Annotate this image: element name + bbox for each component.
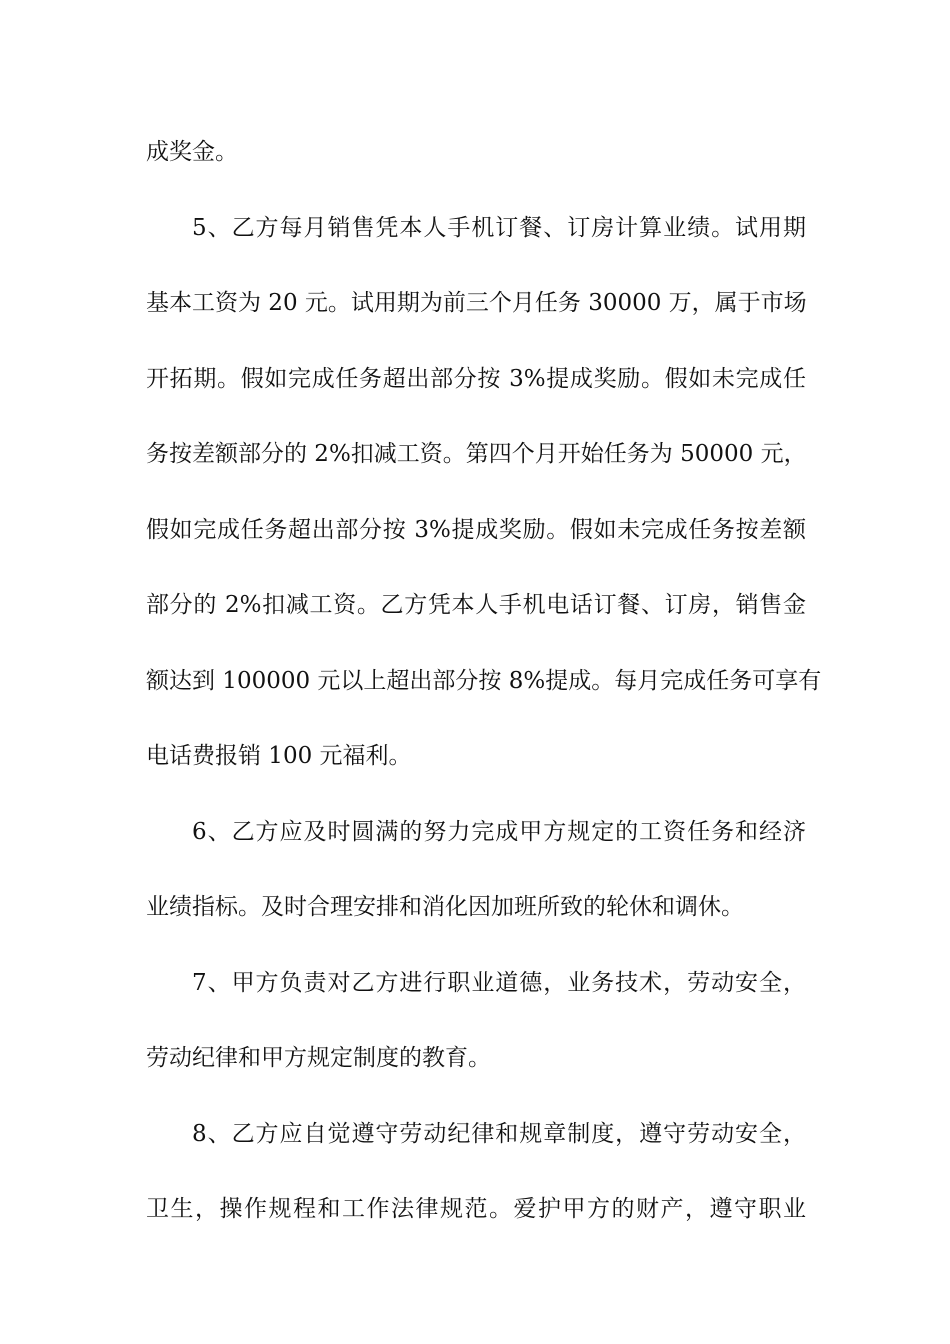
paragraph-start-item-5: 5、乙方每月销售凭本人手机订餐、订房计算业绩。试用期	[192, 214, 806, 241]
text-line: 电话费报销 100 元福利。	[146, 743, 412, 769]
document-body	[146, 128, 822, 1261]
text-line: 劳动纪律和甲方规定制度的教育。	[146, 1045, 491, 1071]
paragraph-start-item-6: 6、乙方应及时圆满的努力完成甲方规定的工资任务和经济	[192, 818, 806, 845]
text-line: 开拓期。假如完成任务超出部分按 3%提成奖励。假如未完成任	[146, 365, 806, 392]
text-line: 卫生，操作规程和工作法律规范。爱护甲方的财产，遵守职业	[146, 1196, 806, 1222]
text-line: 务按差额部分的 2%扣减工资。第四个月开始任务为 50000 元，	[146, 441, 807, 467]
paragraph-start-item-7: 7、甲方负责对乙方进行职业道德，业务技术，劳动安全，	[192, 969, 806, 996]
text-line: 业绩指标。及时合理安排和消化因加班所致的轮休和调休。	[146, 894, 744, 920]
text-line: 假如完成任务超出部分按 3%提成奖励。假如未完成任务按差额	[146, 516, 806, 543]
text-line: 成奖金。	[146, 139, 238, 165]
text-line: 基本工资为 20 元。试用期为前三个月任务 30000 万，属于市场	[146, 290, 807, 316]
paragraph-start-item-8: 8、乙方应自觉遵守劳动纪律和规章制度，遵守劳动安全，	[192, 1120, 806, 1147]
text-line: 部分的 2%扣减工资。乙方凭本人手机电话订餐、订房，销售金	[146, 592, 806, 618]
text-line: 额达到 100000 元以上超出部分按 8%提成。每月完成任务可享有	[146, 667, 822, 694]
